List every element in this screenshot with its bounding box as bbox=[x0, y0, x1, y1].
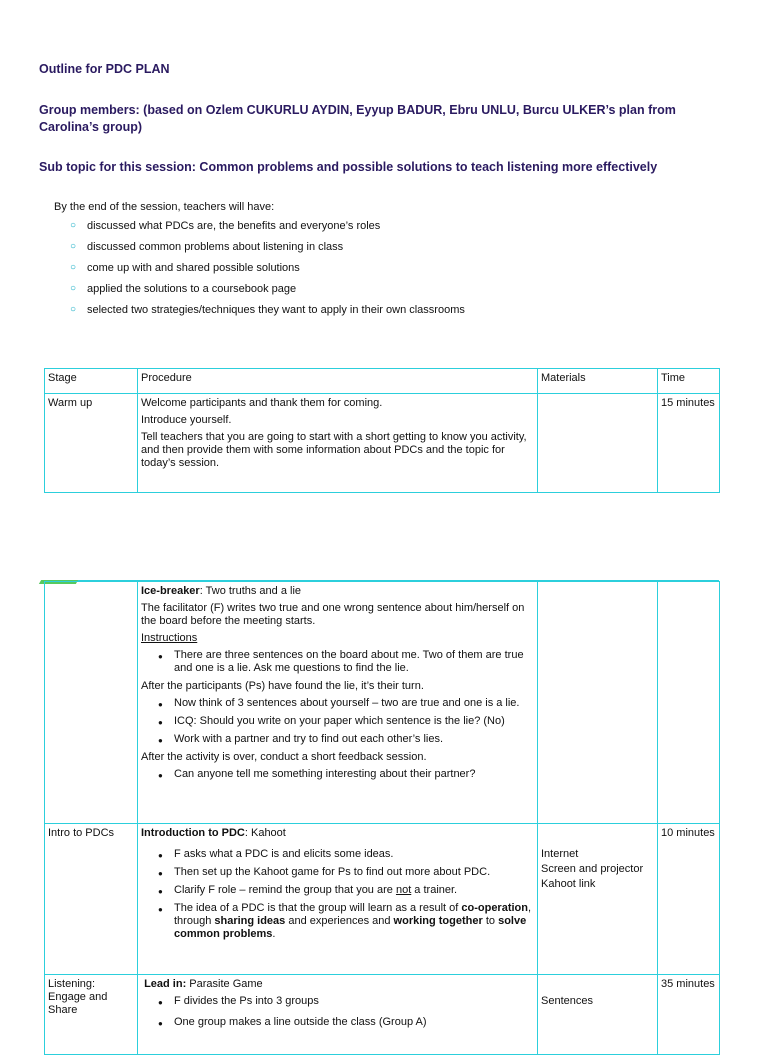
procedure-cell bbox=[138, 582, 538, 824]
list-item-text: discussed what PDCs are, the benefits and everyone’s roles bbox=[87, 220, 381, 232]
list-item-bold: working together bbox=[393, 915, 483, 927]
header-time: Time bbox=[658, 369, 720, 394]
time-cell: 35 minutes bbox=[658, 975, 720, 1055]
header-procedure: Procedure bbox=[138, 369, 538, 394]
stage-cell: Listening: Engage and Share bbox=[45, 975, 138, 1055]
list-item: ● ICQ: Should you write on your paper which sentence is the lie? (No) bbox=[174, 715, 534, 728]
activity-title-rest: : Kahoot bbox=[244, 827, 286, 839]
list-item-text: . bbox=[272, 928, 276, 940]
stage-cell: Warm up bbox=[45, 394, 138, 493]
procedure-text bbox=[141, 978, 534, 991]
plan-table-2 bbox=[44, 581, 720, 1055]
procedure-text bbox=[141, 827, 534, 840]
list-item-text: discussed common problems about listening in class bbox=[87, 241, 344, 253]
time-cell: 10 minutes bbox=[658, 824, 720, 975]
list-item-emphasis: not bbox=[395, 884, 412, 896]
stage-cell: Intro to PDCs bbox=[45, 824, 138, 975]
procedure-cell bbox=[138, 394, 538, 493]
procedure-text: After the participants (Ps) have found the lie, it’s their turn. bbox=[141, 680, 424, 692]
list-item-text: Clarify F role – remind the group that you are bbox=[174, 884, 396, 896]
activity-title: Introduction to PDC bbox=[141, 827, 245, 839]
list-item: ● Now think of 3 sentences about yourself – two are true and one is a lie. bbox=[174, 697, 534, 710]
list-item: ● Then set up the Kahoot game for Ps to find out more about PDC. bbox=[174, 866, 534, 879]
circle-bullet-icon: ○ bbox=[70, 262, 77, 273]
procedure-text bbox=[141, 585, 534, 598]
table-row bbox=[45, 975, 720, 1055]
material-item: Internet bbox=[541, 848, 579, 860]
materials-cell bbox=[538, 824, 658, 975]
stage-cell bbox=[45, 582, 138, 824]
list-item: ● F asks what a PDC is and elicits some ideas. bbox=[174, 848, 534, 861]
procedure-cell bbox=[138, 975, 538, 1055]
materials-cell bbox=[538, 582, 658, 824]
materials-cell bbox=[538, 394, 658, 493]
activity-title: Lead in: bbox=[144, 978, 187, 990]
list-item-bold: solve common problems bbox=[174, 915, 527, 940]
table-row bbox=[45, 394, 720, 493]
group-members: Group members: (based on Ozlem CUKURLU AYDIN, Eyyup BADUR, Ebru UNLU, Burcu ULKER’s plan from Carolina’s group) bbox=[39, 103, 676, 134]
list-item-bold: sharing ideas bbox=[214, 915, 286, 927]
plan-table-1 bbox=[44, 368, 720, 493]
circle-bullet-icon: ○ bbox=[70, 283, 77, 294]
objectives-intro: By the end of the session, teachers will have: bbox=[54, 201, 275, 213]
bullet-list bbox=[141, 649, 534, 675]
material-item: Screen and projector bbox=[541, 863, 644, 875]
list-item: ● One group makes a line outside the class (Group A) bbox=[174, 1016, 534, 1029]
material-item: Sentences bbox=[541, 995, 593, 1007]
list-item bbox=[70, 303, 465, 324]
list-item bbox=[70, 240, 465, 261]
procedure-text: After the activity is over, conduct a short feedback session. bbox=[141, 751, 427, 763]
time-cell: 15 minutes bbox=[658, 394, 720, 493]
list-item: ● Can anyone tell me something interesting about their partner? bbox=[174, 768, 534, 781]
list-item-text: The idea of a PDC is that the group will learn as a result of bbox=[174, 902, 462, 914]
bullet-list bbox=[141, 768, 534, 781]
list-item-text: selected two strategies/techniques they want to apply in their own classrooms bbox=[87, 304, 465, 316]
list-item-bold: co-operation bbox=[461, 902, 528, 914]
bullet-list bbox=[141, 697, 534, 746]
objectives bbox=[54, 201, 465, 324]
list-item bbox=[174, 902, 534, 941]
list-item: ● Work with a partner and try to find out each other’s lies. bbox=[174, 733, 534, 746]
activity-title: Ice-breaker bbox=[141, 585, 200, 597]
procedure-text: Introduce yourself. bbox=[141, 414, 232, 426]
circle-bullet-icon: ○ bbox=[70, 304, 77, 315]
materials-cell bbox=[538, 975, 658, 1055]
list-item: ● There are three sentences on the board about me. Two of them are true and one is a lie. Ask me questions to find the lie. bbox=[174, 649, 534, 675]
table-header-row bbox=[45, 369, 720, 394]
table-row bbox=[45, 824, 720, 975]
list-item: ● F divides the Ps into 3 groups bbox=[174, 995, 534, 1008]
list-item bbox=[70, 219, 465, 240]
list-item bbox=[174, 884, 534, 897]
header-stage: Stage bbox=[45, 369, 138, 394]
activity-title-rest: Parasite Game bbox=[186, 978, 263, 990]
procedure-text: The facilitator (F) writes two true and one wrong sentence about him/herself on the board before the meeting starts. bbox=[141, 602, 525, 627]
table-row bbox=[45, 582, 720, 824]
time-cell bbox=[658, 582, 720, 824]
list-item-text: , through bbox=[174, 902, 532, 927]
objectives-list bbox=[54, 219, 465, 324]
instructions-label: Instructions bbox=[141, 632, 198, 644]
sub-topic: Sub topic for this session: Common problems and possible solutions to teach listening more effectively bbox=[39, 160, 658, 174]
header-materials: Materials bbox=[538, 369, 658, 394]
list-item-text: applied the solutions to a coursebook page bbox=[87, 283, 297, 295]
list-item bbox=[70, 261, 465, 282]
procedure-cell bbox=[138, 824, 538, 975]
bullet-list bbox=[141, 848, 534, 941]
list-item bbox=[70, 282, 465, 303]
page-title: Outline for PDC PLAN bbox=[39, 62, 170, 76]
circle-bullet-icon: ○ bbox=[70, 220, 77, 231]
list-item-text: to bbox=[482, 915, 499, 927]
material-item: Kahoot link bbox=[541, 878, 596, 890]
procedure-text: Tell teachers that you are going to start with a short getting to know you activity, and then provide them with some information about PDCs and the topic for today’s session. bbox=[141, 431, 527, 469]
circle-bullet-icon: ○ bbox=[70, 241, 77, 252]
list-item-text: a trainer. bbox=[411, 884, 458, 896]
procedure-text: Welcome participants and thank them for coming. bbox=[141, 397, 383, 409]
list-item-text: come up with and shared possible solutions bbox=[87, 262, 300, 274]
activity-title-rest: : Two truths and a lie bbox=[199, 585, 302, 597]
list-item-text: and experiences and bbox=[285, 915, 394, 927]
